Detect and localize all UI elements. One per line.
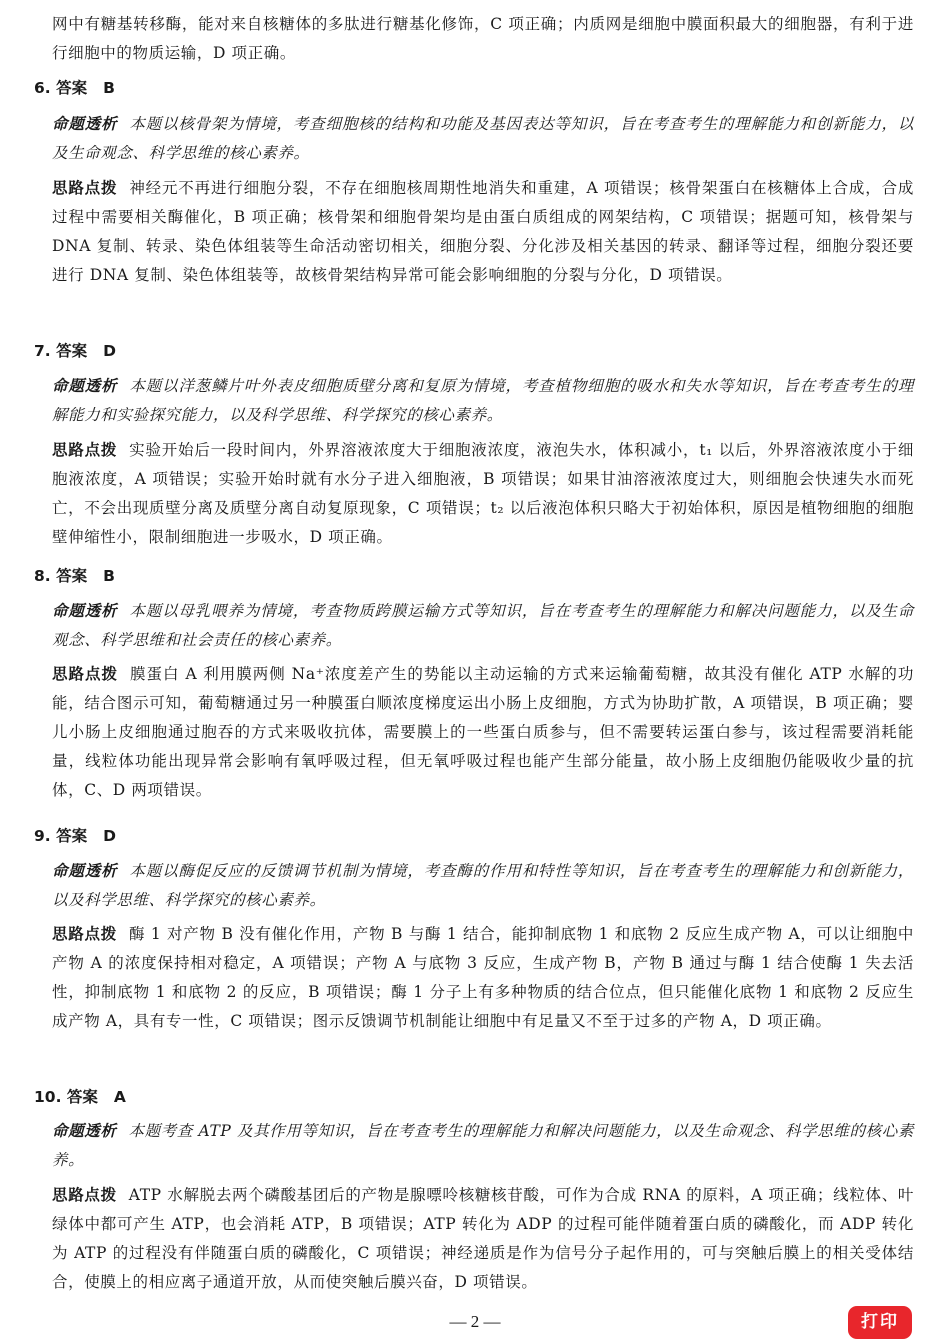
- analysis-text: 实验开始后一段时间内，外界溶液浓度大于细胞液浓度，液泡失水，体积减小，t₁ 以后，外界溶液浓度小于细胞液浓度，A 项错误；实验开始时就有水分子进入细胞液，B 项错误；如果甘油溶液浓度过大，则细胞会快速失水而死亡，不会出现质壁分离及质壁分离自动复原现象，C 项错误；t₂ 以后液泡体积只略大于初始体积，原因是植物细胞的细胞壁伸缩性小，限制细胞进一步吸水，D 项正确。: [52, 441, 915, 546]
- answer-label: 6. 答案: [34, 79, 88, 97]
- analysis-label: 思路点拨: [52, 665, 119, 683]
- answer-line-8: [34, 562, 115, 591]
- print-button[interactable]: 打印: [848, 1306, 912, 1339]
- intent-label: 命题透析: [52, 1122, 117, 1140]
- answer-label: 8. 答案: [34, 567, 88, 585]
- intent-label: 命题透析: [52, 862, 118, 880]
- analysis-text: 酶 1 对产物 B 没有催化作用，产物 B 与酶 1 结合，能抑制底物 1 和底物 2 反应生成产物 A，可以让细胞中产物 A 的浓度保持相对稳定，A 项错误；产物 A 与底物 3 反应，生成产物 B，产物 B 通过与酶 1 结合使酶 1 失去活性，抑制底物 1 和底物 2 的反应，B 项错误；酶 1 分子上有多种物质的结合位点，但只能催化底物 1 和底物 2 反应生成产物 A，具有专一性，C 项错误；图示反馈调节机制能让细胞中有足量又不至于过多的产物 A，D 项正确。: [52, 925, 915, 1030]
- analysis-paragraph-10: [52, 1181, 914, 1297]
- intent-text: 本题以母乳喂养为情境，考查物质跨膜运输方式等知识，旨在考查考生的理解能力和解决问题能力，以及生命观念、科学思维和社会责任的核心素养。: [52, 602, 914, 649]
- intent-text: 本题以酶促反应的反馈调节机制为情境，考查酶的作用和特性等知识，旨在考查考生的理解能力和创新能力，以及科学思维、科学探究的核心素养。: [52, 862, 914, 909]
- answer-label: 7. 答案: [34, 342, 88, 360]
- intent-label: 命题透析: [52, 115, 118, 133]
- intent-paragraph-10: [52, 1117, 914, 1175]
- analysis-text: ATP 水解脱去两个磷酸基团后的产物是腺嘌呤核糖核苷酸，可作为合成 RNA 的原料，A 项正确；线粒体、叶绿体中都可产生 ATP，也会消耗 ATP，B 项错误；ATP 转化为 ADP 的过程可能伴随着蛋白质的磷酸化，而 ADP 转化为 ATP 的过程没有伴随蛋白质的磷酸化，C 项错误；神经递质是作为信号分子起作用的，可与突触后膜上的相关受体结合，使膜上的相应离子通道开放，从而使突触后膜兴奋，D 项错误。: [52, 1186, 914, 1291]
- analysis-label: 思路点拨: [52, 179, 118, 197]
- answer-value: B: [103, 79, 115, 97]
- analysis-paragraph-6: [52, 174, 914, 290]
- intent-paragraph-9: [52, 857, 914, 915]
- analysis-paragraph-9: [52, 920, 914, 1036]
- intent-text: 本题以核骨架为情境，考查细胞核的结构和功能及基因表达等知识，旨在考查考生的理解能力和创新能力，以及生命观念、科学思维的核心素养。: [52, 115, 914, 162]
- intent-label: 命题透析: [52, 377, 118, 395]
- answer-label: 10. 答案: [34, 1088, 98, 1106]
- answer-line-10: [34, 1083, 126, 1112]
- answer-value: D: [103, 342, 116, 360]
- answer-value: A: [113, 1088, 126, 1106]
- analysis-text: 神经元不再进行细胞分裂，不存在细胞核周期性地消失和重建，A 项错误；核骨架蛋白在核糖体上合成，合成过程中需要相关酶催化，B 项正确；核骨架和细胞骨架均是由蛋白质组成的网架结构，C 项错误；据题可知，核骨架与 DNA 复制、转录、染色体组装等生命活动密切相关，细胞分裂、分化涉及相关基因的转录、翻译等过程，细胞分裂还要进行 DNA 复制、染色体组装等，故核骨架结构异常可能会影响细胞的分裂与分化，D 项错误。: [52, 179, 914, 284]
- answer-value: B: [103, 567, 115, 585]
- page-number: — 2 —: [449, 1312, 501, 1331]
- answer-line-9: [34, 822, 116, 851]
- intent-text: 本题以洋葱鳞片叶外表皮细胞质壁分离和复原为情境，考查植物细胞的吸水和失水等知识，旨在考查考生的理解能力和实验探究能力，以及科学思维、科学探究的核心素养。: [52, 377, 914, 424]
- intent-paragraph-7: [52, 372, 914, 430]
- answer-value: D: [103, 827, 116, 845]
- intent-label: 命题透析: [52, 602, 118, 620]
- intent-text: 本题考查 ATP 及其作用等知识，旨在考查考生的理解能力和解决问题能力，以及生命观念、科学思维的核心素养。: [52, 1122, 914, 1169]
- analysis-label: 思路点拨: [52, 1186, 117, 1204]
- answer-label: 9. 答案: [34, 827, 88, 845]
- intro-paragraph: 网中有糖基转移酶，能对来自核糖体的多肽进行糖基化修饰，C 项正确；内质网是细胞中膜面积最大的细胞器，有利于进行细胞中的物质运输，D 项正确。: [52, 15, 914, 62]
- answer-line-6: [34, 74, 115, 103]
- analysis-label: 思路点拨: [52, 441, 118, 459]
- analysis-paragraph-7: [52, 436, 914, 552]
- intent-paragraph-8: [52, 597, 914, 655]
- answer-line-7: [34, 337, 116, 366]
- analysis-label: 思路点拨: [52, 925, 117, 943]
- analysis-text: 膜蛋白 A 利用膜两侧 Na⁺浓度差产生的势能以主动运输的方式来运输葡萄糖，故其没有催化 ATP 水解的功能，结合图示可知，葡萄糖通过另一种膜蛋白顺浓度梯度运出小肠上皮细胞，方式为协助扩散，A 项错误，B 项正确；婴儿小肠上皮细胞通过胞吞的方式来吸收抗体，需要膜上的一些蛋白质参与，但不需要转运蛋白参与，该过程需要消耗能量，线粒体功能出现异常会影响有氧呼吸过程，但无氧呼吸过程也能产生部分能量，故小肠上皮细胞仍能吸收少量的抗体，C、D 两项错误。: [52, 665, 914, 799]
- intent-paragraph-6: [52, 110, 914, 168]
- analysis-paragraph-8: [52, 660, 914, 805]
